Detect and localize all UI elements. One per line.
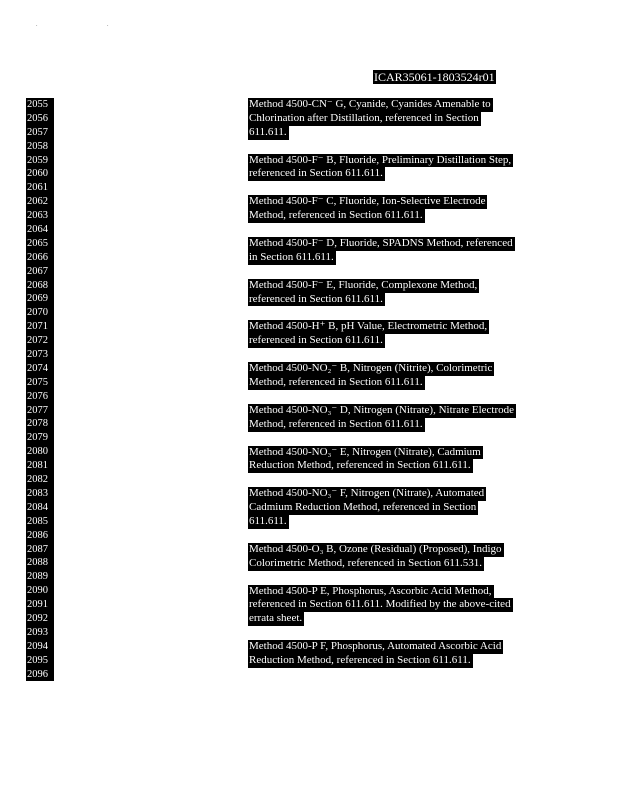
line-number: 2086	[26, 529, 53, 543]
method-entry	[248, 585, 513, 627]
method-entry	[248, 543, 504, 571]
line-number: 2066	[26, 251, 53, 265]
entry-line: errata sheet.	[249, 612, 303, 625]
line-number: 2056	[26, 112, 53, 126]
entry-line: Method, referenced in Section 611.611.	[249, 375, 423, 388]
line-number: 2065	[26, 237, 53, 251]
line-number: 2062	[26, 195, 53, 209]
line-number: 2096	[26, 668, 53, 682]
line-number: 2069	[26, 292, 53, 306]
line-number: 2089	[26, 570, 53, 584]
entry-line: 611.611.	[249, 125, 287, 138]
method-entry	[248, 320, 489, 348]
entry-line: in Section 611.611.	[249, 250, 334, 263]
entry-line: Method 4500-F⁻ D, Fluoride, SPADNS Method, referenced	[249, 237, 513, 249]
line-number: 2060	[26, 167, 53, 181]
entry-line: Colorimetric Method, referenced in Section 611.531.	[249, 556, 482, 569]
entry-line: Reduction Method, referenced in Section 611.611.	[249, 653, 471, 666]
method-entry	[248, 237, 515, 265]
entry-line: Method 4500-O₃ B, Ozone (Residual) (Proposed), Indigo	[249, 542, 502, 555]
method-entry	[248, 195, 487, 223]
line-number: 2070	[26, 306, 53, 320]
line-number: 2088	[26, 556, 53, 570]
line-number: 2061	[26, 181, 53, 195]
line-number: 2078	[26, 417, 53, 431]
line-number: 2058	[26, 140, 53, 154]
line-number: 2081	[26, 459, 53, 473]
line-number: 2094	[26, 640, 53, 654]
entry-line: Method 4500-H⁺ B, pH Value, Electrometric Method,	[249, 320, 488, 333]
entry-line: Reduction Method, referenced in Section 611.611.	[249, 459, 471, 472]
line-number: 2077	[26, 404, 53, 418]
entry-line: referenced in Section 611.611.	[249, 334, 383, 347]
method-entry	[248, 640, 503, 668]
line-number: 2076	[26, 390, 53, 404]
entry-line: Cadmium Reduction Method, referenced in Section	[249, 501, 477, 514]
line-number: 2090	[26, 584, 53, 598]
method-entry	[248, 98, 493, 140]
method-entry	[248, 154, 513, 182]
line-number: 2057	[26, 126, 53, 140]
entry-line: Chlorination after Distillation, referenced in Section	[249, 111, 479, 124]
document-id-header: ICAR35061-1803524r01	[374, 70, 495, 84]
line-number: 2084	[26, 501, 53, 515]
entry-line: Method 4500-F⁻ C, Fluoride, Ion-Selective Electrode	[249, 195, 486, 208]
entry-line: Method 4500-F⁻ B, Fluoride, Preliminary Distillation Step,	[249, 153, 512, 166]
line-number: 2091	[26, 598, 53, 612]
line-number: 2073	[26, 348, 53, 362]
line-number: 2055	[26, 98, 53, 112]
entry-line: Method 4500-NO₃⁻ F, Nitrogen (Nitrate), Automated	[249, 487, 485, 500]
scan-specks: . .	[36, 22, 143, 28]
line-number: 2064	[26, 223, 53, 237]
line-number: 2071	[26, 320, 53, 334]
line-number: 2087	[26, 543, 53, 557]
entry-line: referenced in Section 611.611. Modified by the above-cited	[249, 598, 511, 611]
line-number: 2067	[26, 265, 53, 279]
line-number: 2074	[26, 362, 53, 376]
line-number: 2085	[26, 515, 53, 529]
line-number: 2079	[26, 431, 53, 445]
method-entry	[248, 404, 516, 432]
line-number: 2063	[26, 209, 53, 223]
line-number: 2082	[26, 473, 53, 487]
line-number: 2072	[26, 334, 53, 348]
entry-line: Method 4500-NO₂⁻ B, Nitrogen (Nitrite), Colorimetric	[249, 362, 493, 375]
entry-line: Method 4500-P F, Phosphorus, Automated Ascorbic Acid	[249, 640, 502, 653]
method-entry	[248, 279, 479, 307]
line-number: 2093	[26, 626, 53, 640]
entry-line: Method 4500-NO₃⁻ D, Nitrogen (Nitrate), Nitrate Electrode	[249, 403, 515, 416]
line-number: 2080	[26, 445, 53, 459]
line-number: 2059	[26, 154, 53, 168]
entry-line: Method 4500-NO₃⁻ E, Nitrogen (Nitrate), Cadmium	[249, 445, 481, 458]
line-number: 2095	[26, 654, 53, 668]
line-number-gutter	[26, 98, 54, 681]
method-entry	[248, 446, 483, 474]
line-number: 2083	[26, 487, 53, 501]
entry-line: referenced in Section 611.611.	[249, 292, 383, 305]
method-entry	[248, 362, 494, 390]
entry-line: referenced in Section 611.611.	[249, 167, 383, 180]
entry-line: Method, referenced in Section 611.611.	[249, 209, 423, 222]
entry-line: Method 4500-F⁻ E, Fluoride, Complexone Method,	[249, 278, 478, 291]
entry-line: Method, referenced in Section 611.611.	[249, 417, 423, 430]
method-entry	[248, 487, 486, 529]
line-number: 2075	[26, 376, 53, 390]
entry-line: Method 4500-P E, Phosphorus, Ascorbic Acid Method,	[249, 584, 492, 597]
entry-line: 611.611.	[249, 514, 287, 527]
line-number: 2092	[26, 612, 53, 626]
line-number: 2068	[26, 279, 53, 293]
entry-line: Method 4500-CN⁻ G, Cyanide, Cyanides Amenable to	[249, 98, 491, 110]
